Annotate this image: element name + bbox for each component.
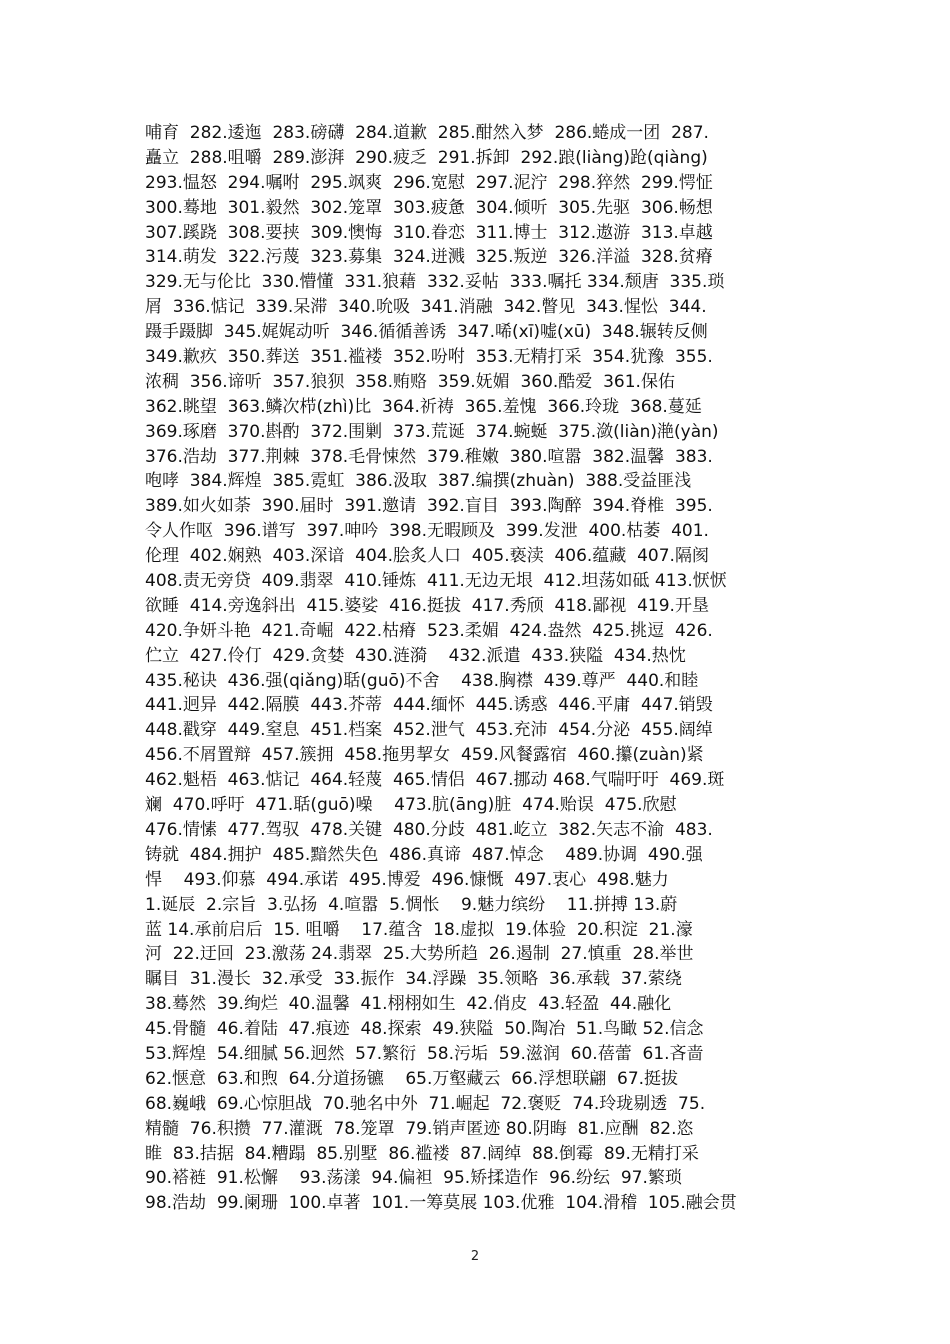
text-line: 欲睡 414.旁逸斜出 415.婆娑 416.挺拔 417.秀颀 418.鄙视 419.开垦 [145,595,709,616]
text-line: 307.蹊跷 308.要挟 309.懊悔 310.眷恋 311.博士 312.遨游 313.卓越 [145,222,713,243]
text-line: 90.褡裢 91.松懈 93.荡漾 94.偏袒 95.矫揉造作 96.纷纭 97.繁琐 [145,1168,682,1189]
text-line: 98.浩劫 99.阑珊 100.卓著 101.一筹莫展 103.优雅 104.滑稽 105.融会贯 [145,1193,737,1214]
text-line: 300.蓦地 301.毅然 302.笼罩 303.疲惫 304.倾听 305.先驱 306.畅想 [145,197,713,218]
text-line: 376.浩劫 377.荆棘 378.毛骨悚然 379.稚嫩 380.喧嚣 382.温馨 383. [145,446,713,467]
text-line: 咆哮 384.辉煌 385.霓虹 386.汲取 387.编撰(zhuàn) 388.受益匪浅 [145,471,692,492]
text-line: 62.惬意 63.和煦 64.分道扬镳 65.万壑藏云 66.浮想联翩 67.挺拔 [145,1068,679,1089]
text-line: 哺育 282.逶迤 283.磅礴 284.道歉 285.酣然入梦 286.蜷成一团 287. [145,123,709,143]
text-line: 349.歉疚 350.葬送 351.褴褛 352.吩咐 353.无精打采 354.犹豫 355. [145,347,713,368]
text-line: 441.迥异 442.隔膜 443.芥蒂 444.缅怀 445.诱惑 446.平庸 447.销毁 [145,695,713,716]
text-line: 伦理 402.娴熟 403.深谙 404.脍炙人口 405.亵渎 406.蕴藏 407.隔阂 [145,546,709,567]
text-line: 铸就 484.拥护 485.黯然失色 486.真谛 487.悼念 489.协调 490.强 [145,844,703,865]
text-line: 矗立 288.咀嚼 289.澎湃 290.疲乏 291.拆卸 292.踉(liàng)跄(qiàng) [145,147,708,168]
text-line: 斓 470.呼吁 471.聒(guō)噪 473.肮(āng)脏 474.贻误 475.欣慰 [145,795,677,816]
vocabulary-list [145,121,810,1216]
text-line: 435.秘诀 436.强(qiǎng)聒(guō)不舍 438.胸襟 439.尊严 440.和睦 [145,670,699,691]
text-line: 45.骨髓 46.着陆 47.痕迹 48.探索 49.狭隘 50.陶冶 51.鸟瞰 52.信念 [145,1019,704,1040]
text-line: 314.萌发 322.污蔑 323.募集 324.迸溅 325.叛逆 326.洋溢 328.贫瘠 [145,247,713,268]
text-line: 362.眺望 363.鳞次栉(zhì)比 364.祈祷 365.羞愧 366.玲珑 368.蔓延 [145,396,702,417]
text-line: 389.如火如荼 390.届时 391.邀请 392.盲目 393.陶醉 394.脊椎 395. [145,496,713,517]
text-line: 伫立 427.伶仃 429.贪婪 430.涟漪 432.派遣 433.狭隘 434.热忱 [145,645,686,666]
text-line: 屑 336.惦记 339.呆滞 340.吮吸 341.消融 342.瞥见 343.惺忪 344. [145,297,707,318]
text-line: 53.辉煌 54.细腻 56.迥然 57.繁衍 58.污垢 59.滋润 60.蓓蕾 61.吝啬 [145,1043,704,1064]
text-line: 令人作呕 396.谱写 397.呻吟 398.无暇顾及 399.发泄 400.枯萎 401. [145,521,709,542]
text-line: 456.不屑置辩 457.簇拥 458.拖男挈女 459.风餐露宿 460.攥(zuàn)紧 [145,745,704,766]
text-line: 瞩目 31.漫长 32.承受 33.振作 34.浮躁 35.领略 36.承载 37.萦绕 [145,969,682,990]
text-line: 河 22.迂回 23.激荡 24.翡翠 25.大势所趋 26.遏制 27.慎重 28.举世 [145,944,694,965]
text-line: 蹑手蹑脚 345.娓娓动听 346.循循善诱 347.唏(xī)嘘(xū) 348.辗转反侧 [145,322,708,343]
text-line: 476.情愫 477.驾驭 478.关键 480.分歧 481.屹立 382.矢志不渝 483. [145,819,713,840]
text-line: 68.巍峨 69.心惊胆战 70.驰名中外 71.崛起 72.褒贬 74.玲珑剔透 75. [145,1093,706,1114]
text-line: 420.争妍斗艳 421.奇崛 422.枯瘠 523.柔媚 424.盎然 425.挑逗 426. [145,620,713,641]
text-line: 329.无与伦比 330.懵懂 331.狼藉 332.妥帖 333.嘱托 334.颓唐 335.琐 [145,272,725,293]
text-line: 1.诞辰 2.宗旨 3.弘扬 4.喧嚣 5.惆怅 9.魅力缤纷 11.拼搏 13.蔚 [145,894,678,915]
text-line: 408.责无旁贷 409.翡翠 410.锤炼 411.无边无垠 412.坦荡如砥 413.恹恹 [145,571,727,592]
text-line: 293.愠怒 294.嘱咐 295.飒爽 296.宽慰 297.泥泞 298.猝然 299.愕怔 [145,172,713,193]
text-line: 38.蓦然 39.绚烂 40.温馨 41.栩栩如生 42.俏皮 43.轻盈 44.融化 [145,994,672,1015]
text-line: 睢 83.拮据 84.糟蹋 85.别墅 86.褴褛 87.阔绰 88.倒霉 89.无精打采 [145,1143,699,1164]
text-line: 悍 493.仰慕 494.承诺 495.博爱 496.慷慨 497.衷心 498.魅力 [145,869,669,890]
text-line: 蓝 14.承前启后 15. 咀嚼 17.蕴含 18.虚拟 19.体验 20.积淀 21.濠 [145,919,693,940]
text-line: 462.魁梧 463.惦记 464.轻蔑 465.情侣 467.挪动 468.气喘吁吁 469.斑 [145,770,725,791]
text-line: 精髓 76.积攒 77.灌溉 78.笼罩 79.销声匿迹 80.阴晦 81.应酬 82.恣 [145,1118,694,1139]
page-number: 2 [470,1249,480,1264]
text-line: 浓稠 356.谛听 357.狼狈 358.贿赂 359.妩媚 360.酷爱 361.保佑 [145,371,675,392]
text-line: 448.戳穿 449.窒息 451.档案 452.泄气 453.充沛 454.分泌 455.阔绰 [145,720,713,741]
text-line: 369.琢磨 370.斟酌 372.围剿 373.荒诞 374.蜿蜒 375.潋(liàn)滟(yàn) [145,421,719,442]
